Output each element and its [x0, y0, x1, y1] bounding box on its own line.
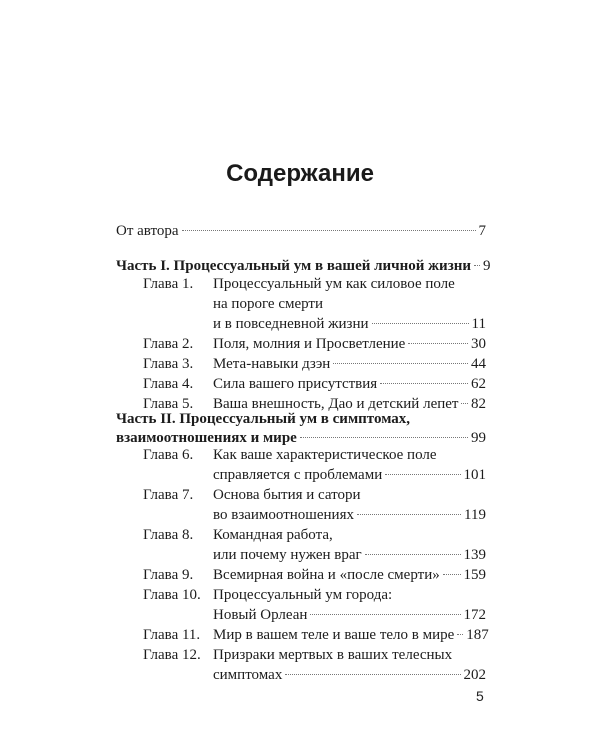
chapter-label: Глава 6.	[143, 447, 194, 463]
toc-entry-text: или почему нужен враг	[213, 547, 362, 563]
toc-entry-text: Основа бытия и сатори	[213, 487, 361, 503]
chapter-entry-line[interactable]	[213, 605, 486, 625]
chapter-label: Глава 12.	[143, 647, 201, 663]
toc-page-number: 44	[471, 356, 486, 372]
chapter-entry-line[interactable]	[213, 294, 486, 314]
toc-entry-text: Часть I. Процессуальный ум в вашей личной жизни	[116, 258, 472, 274]
part-1-heading[interactable]	[116, 256, 491, 276]
leader-dots	[408, 343, 468, 344]
toc-entry-text: Всемирная война и «после смерти»	[213, 567, 440, 583]
toc-entry-text: Командная работа,	[213, 527, 333, 543]
toc-entry-text: Часть II. Процессуальный ум в симптомах,	[116, 411, 411, 427]
leader-dots	[357, 514, 461, 515]
page-number: 5	[476, 688, 484, 704]
chapter-entry-line[interactable]	[213, 525, 486, 545]
chapter-label: Глава 1.	[143, 276, 194, 292]
toc-entry-text: Поля, молния и Просветление	[213, 336, 406, 352]
toc-page-number: 101	[463, 467, 486, 483]
toc-entry-text: Призраки мертвых в ваших телесных	[213, 647, 453, 663]
toc-entry-text: симптомах	[213, 667, 283, 683]
leader-dots	[461, 403, 468, 404]
chapter-entry-line[interactable]	[213, 565, 486, 585]
toc-entry-text: на пороге смерти	[213, 296, 324, 312]
chapter-entry-line[interactable]	[213, 505, 486, 525]
toc-page-number: 202	[463, 667, 486, 683]
chapter-entry-line[interactable]	[213, 585, 486, 605]
toc-entry-text: справляется с проблемами	[213, 467, 383, 483]
chapter-entry-line[interactable]	[213, 465, 486, 485]
toc-page-number: 7	[478, 223, 486, 239]
toc-entry-text: Ваша внешность, Дао и детский лепет	[213, 396, 459, 412]
leader-dots	[333, 363, 468, 364]
chapter-entry-line[interactable]	[213, 354, 486, 374]
chapter-label: Глава 11.	[143, 627, 201, 643]
page-title: Содержание	[226, 160, 374, 187]
toc-page-number: 172	[463, 607, 486, 623]
chapter-entry-line[interactable]	[213, 545, 486, 565]
toc-page-number: 139	[463, 547, 486, 563]
chapter-entry-line[interactable]	[213, 334, 486, 354]
part-2-heading[interactable]	[116, 409, 486, 429]
toc-page-number: 82	[471, 396, 486, 412]
leader-dots	[300, 437, 468, 438]
leader-dots	[365, 554, 461, 555]
chapter-label: Глава 5.	[143, 396, 194, 412]
toc-entry-text: Мета-навыки дзэн	[213, 356, 331, 372]
leader-dots	[457, 634, 463, 635]
chapter-entry-line[interactable]	[213, 274, 486, 294]
toc-entry-text: во взаимоотношениях	[213, 507, 354, 523]
leader-dots	[310, 614, 460, 615]
toc-page-number: 30	[471, 336, 486, 352]
toc-page-number: 9	[483, 258, 491, 274]
chapter-entry-line[interactable]	[213, 645, 486, 665]
chapter-entry-line[interactable]	[213, 625, 489, 645]
toc-page-number: 99	[471, 430, 486, 446]
chapter-entry-line[interactable]	[213, 665, 486, 685]
leader-dots	[385, 474, 460, 475]
toc-entry-text: От автора	[116, 223, 179, 239]
toc-entry-text: взаимоотношениях и мире	[116, 430, 297, 446]
toc-page-number: 119	[464, 507, 486, 523]
toc-entry-intro[interactable]	[116, 221, 486, 241]
chapter-label: Глава 9.	[143, 567, 194, 583]
chapter-label: Глава 4.	[143, 376, 194, 392]
chapter-label: Глава 3.	[143, 356, 194, 372]
toc-page-number: 62	[471, 376, 486, 392]
toc-entry-text: Сила вашего присутствия	[213, 376, 378, 392]
chapter-entry-line[interactable]	[213, 485, 486, 505]
leader-dots	[372, 323, 469, 324]
leader-dots	[182, 230, 476, 231]
toc-page-number: 11	[471, 316, 486, 332]
leader-dots	[443, 574, 461, 575]
toc-page-number: 187	[466, 627, 489, 643]
toc-entry-text: Мир в вашем теле и ваше тело в мире	[213, 627, 455, 643]
chapter-label: Глава 10.	[143, 587, 201, 603]
chapter-entry-line[interactable]	[213, 445, 486, 465]
leader-dots	[380, 383, 468, 384]
toc-entry-text: Новый Орлеан	[213, 607, 308, 623]
leader-dots	[285, 674, 460, 675]
chapter-label: Глава 7.	[143, 487, 194, 503]
chapter-label: Глава 2.	[143, 336, 194, 352]
chapter-entry-line[interactable]	[213, 314, 486, 334]
toc-page-number: 159	[463, 567, 486, 583]
toc-entry-text: и в повседневной жизни	[213, 316, 369, 332]
toc-entry-text: Процессуальный ум города:	[213, 587, 393, 603]
leader-dots	[474, 265, 480, 266]
toc-entry-text: Процессуальный ум как силовое поле	[213, 276, 455, 292]
chapter-entry-line[interactable]	[213, 374, 486, 394]
chapter-label: Глава 8.	[143, 527, 194, 543]
toc-entry-text: Как ваше характеристическое поле	[213, 447, 437, 463]
